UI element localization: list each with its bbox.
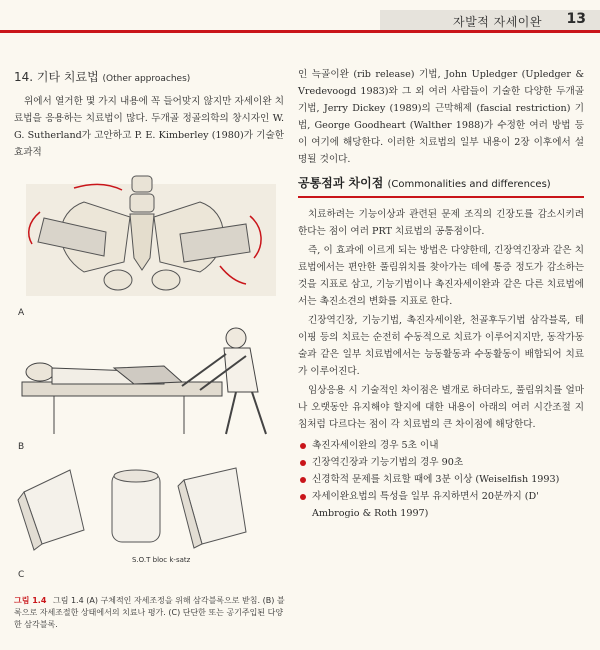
section-title-ko: 14. 기타 치료법 — [14, 70, 99, 84]
list-item: 촉진자세이완의 경우 5초 이내 — [298, 437, 584, 454]
header-accent-line — [0, 30, 600, 33]
right-column — [298, 66, 584, 522]
figure-label-c: C — [18, 570, 25, 580]
timing-list — [298, 437, 584, 522]
section-title — [14, 68, 284, 85]
bullet-icon — [300, 460, 306, 466]
paragraph-3: 긴장역긴장, 기능기법, 촉진자세이완, 천골후두기법 삼각블록, 테이핑 등의 치료는 순전히 수동적으로 치료가 이루어지지만, 동작가동술과 같은 일부 치료법에서는 능동활동과 수동활동이 배합되어 치료가 이루어진다. — [298, 315, 584, 377]
paragraph-4: 임상응용 시 기술적인 차이점은 별개로 하더라도, 풀림위치를 얼마나 오랫동안 유지해야 할지에 대한 내용이 아래의 여러 시간조절 지침처럼 다르다는 점이 각 치료법의 큰 차이점에 해당한다. — [298, 385, 584, 430]
panel-a-pelvis-illustration — [26, 176, 276, 296]
block-caption: S.O.T bloc k-satz — [132, 556, 191, 564]
figure-caption-label: 그림 1.4 — [14, 596, 47, 605]
paragraph-2: 즉, 이 효과에 이르게 되는 방법은 다양한데, 긴장역긴장과 같은 치료법에서는 편안한 풀림위치를 찾아가는 데에 통증 정도가 감소하는 것을 지표로 삼고, 기능기법이나 촉진자세이완과 같은 다른 치료법에서는 촉진소견의 변화를 지표로 한다. — [298, 245, 584, 307]
figure-illustration — [14, 172, 286, 592]
bullet-icon — [300, 477, 306, 483]
panel-c-blocks-illustration — [18, 468, 246, 550]
figure-caption-text: 그림 1.4 (A) 구체적인 자세조정을 위해 삼각블록으로 받침. (B) 블록으로 자세조절한 상태에서의 치료나 평가. (C) 단단한 또는 공기주입된 다양한 삼각블록. — [14, 596, 285, 629]
paragraph-1: 치료하려는 기능이상과 관련된 문제 조직의 긴장도를 감소시키려 한다는 점이 여러 PRT 치료법의 공통점이다. — [298, 209, 584, 237]
section-heading-en: (Commonalities and differences) — [387, 179, 551, 190]
running-title: 자발적 자세이완 — [453, 15, 542, 29]
section-heading-ko: 공통점과 차이점 — [298, 176, 384, 190]
figure-label-b: B — [18, 442, 25, 452]
left-column — [14, 68, 284, 161]
figure-label-a: A — [18, 308, 25, 318]
section-title-en: (Other approaches) — [102, 74, 191, 84]
figure-caption — [14, 595, 286, 631]
bullet-icon — [300, 443, 306, 449]
panel-b-treatment-illustration — [18, 322, 282, 434]
list-item: 긴장역긴장과 기능기법의 경우 90초 — [298, 454, 584, 471]
intro-paragraph: 인 늑골이완 (rib release) 기법, John Upledger (Upledger & Vredevoogd 1983)와 그 외 여러 사람들이 기술한 다양한 두개골 기법, Jerry Dickey (1989)의 근막해제 (fascial restriction) 기법, George Goodheart (Walther 1988)가 수정한 여러 방법 등이 여기에 해당한다. 이러한 치료법의 일부 내용이 2장 이후에서 설명될 것이다. — [298, 69, 584, 165]
list-item: 신경학적 문제를 치료할 때에 3분 이상 (Weiselfish 1993) — [298, 471, 584, 488]
page-number: 13 — [566, 11, 586, 27]
left-paragraph: 위에서 열거한 몇 가지 내용에 꼭 들어맞지 않지만 자세이완 치료법을 응용하는 치료법이 많다. 두개골 정골의학의 창시자인 W. G. Sutherland가 고안하고 P. E. Kimberley (1980)가 기술한 효과적 — [14, 96, 284, 158]
figure-1-4 — [14, 172, 286, 596]
bullet-icon — [300, 494, 306, 500]
section-heading — [298, 174, 584, 198]
list-item: 자세이완요법의 특성을 일부 유지하면서 20분까지 (D' Ambrogio & Roth 1997) — [298, 488, 584, 522]
page-header — [0, 0, 600, 40]
